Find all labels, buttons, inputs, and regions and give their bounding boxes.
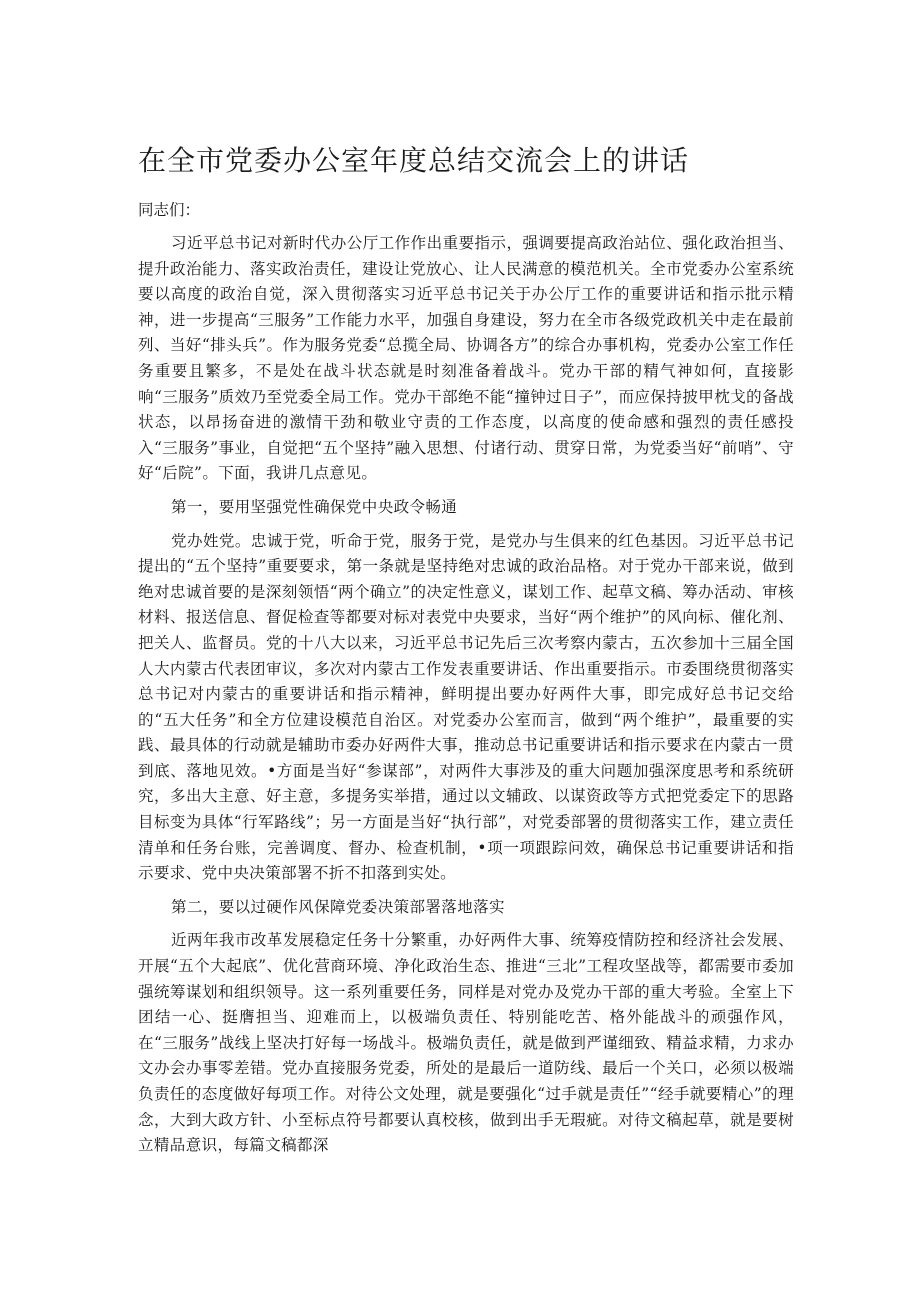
paragraph-section-2: 近两年我市改革发展稳定任务十分繁重，办好两件大事、统筹疫情防控和经济社会发展、开展“五个大起底”、优化营商环境、净化政治生态、推进“三北”工程攻坚战等，都需要市委加强统筹谋划和组织领导。这一系列重要任务，同样是对党办及党办干部的重大考验。全室上下团结一心、挺膺担当、迎难而上，以极端负责任、特别能吃苦、格外能战斗的顽强作风，在“三服务”战线上坚决打好每一场战斗。极端负责任，就是做到严谨细致、精益求精，力求办文办会办事零差错。党办直接服务党委，所处的是最后一道防线、最后一个关口，必须以极端负责任的态度做好每项工作。对待公文处理，就是要强化“过手就是责任”“经手就要精心”的理念，大到大政方针、小至标点符号都要认真校核，做到出手无瑕疵。对待文稿起草，就是要树立精品意识，每篇文稿都深	[138, 931, 794, 1155]
paragraph-intro: 习近平总书记对新时代办公厅工作作出重要指示，强调要提高政治站位、强化政治担当、提升政治能力、落实政治责任，建设让党放心、让人民满意的模范机关。全市党委办公室系统要以高度的政治自觉，深入贯彻落实习近平总书记关于办公厅工作的重要讲话和指示批示精神，进一步提高“三服务”工作能力水平，加强自身建设，努力在全市各级党政机关中走在最前列、当好“排头兵”。作为服务党委“总揽全局、协调各方”的综合办事机构，党委办公室工作任务重要且繁多，不是处在战斗状态就是时刻准备着战斗。党办干部的精气神如何，直接影响“三服务”质效乃至党委全局工作。党办干部绝不能“撞钟过日子”，而应保持披甲枕戈的备战状态，以昂扬奋进的激情干劲和敬业守责的工作态度，以高度的使命感和强烈的责任感投入“三服务”事业，自觉把“五个坚持”融入思想、付诸行动、贯穿日常，为党委当好“前哨”、守好“后院”。下面，我讲几点意见。	[138, 234, 794, 483]
section-heading-2: 第二，要以过硬作风保障党委决策部署落地落实	[171, 897, 505, 916]
document-body	[138, 231, 794, 1159]
section-heading-1: 第一，要用坚强党性确保党中央政令畅通	[171, 497, 458, 516]
document-title: 在全市党委办公室年度总结交流会上的讲话	[138, 144, 690, 177]
paragraph-section-1: 党办姓党。忠诚于党，听命于党，服务于党，是党办与生俱来的红色基因。习近平总书记提出的“五个坚持”重要要求，第一条就是坚持绝对忠诚的政治品格。对于党办干部来说，做到绝对忠诚首要的是深刻领悟“两个确立”的决定性意义，谋划工作、起草文稿、筹办活动、审核材料、报送信息、督促检查等都要对标对表党中央要求，当好“两个维护”的风向标、催化剂、把关人、监督员。党的十八大以来，习近平总书记先后三次考察内蒙古，五次参加十三届全国人大内蒙古代表团审议，多次对内蒙古工作发表重要讲话、作出重要指示。市委围绕贯彻落实总书记对内蒙古的重要讲话和指示精神，鲜明提出要办好两件大事，即完成好总书记交给的“五大任务”和全方位建设模范自治区。对党委办公室而言，做到“两个维护”，最重要的实践、最具体的行动就是辅助市委办好两件大事，推动总书记重要讲话和指示要求在内蒙古一贯到底、落地见效。•方面是当好“参谋部”，对两件大事涉及的重大问题加强深度思考和系统研究，多出大主意、好主意，多提务实举措，通过以文辅政、以谋资政等方式把党委定下的思路目标变为具体“行军路线”；另一方面是当好“执行部”，对党委部署的贯彻落实工作，建立责任清单和任务台账，完善调度、督办、检查机制，•项一项跟踪问效，确保总书记重要讲话和指示要求、党中央决策部署不折不扣落到实处。	[138, 531, 794, 883]
salutation: 同志们：	[138, 201, 201, 219]
